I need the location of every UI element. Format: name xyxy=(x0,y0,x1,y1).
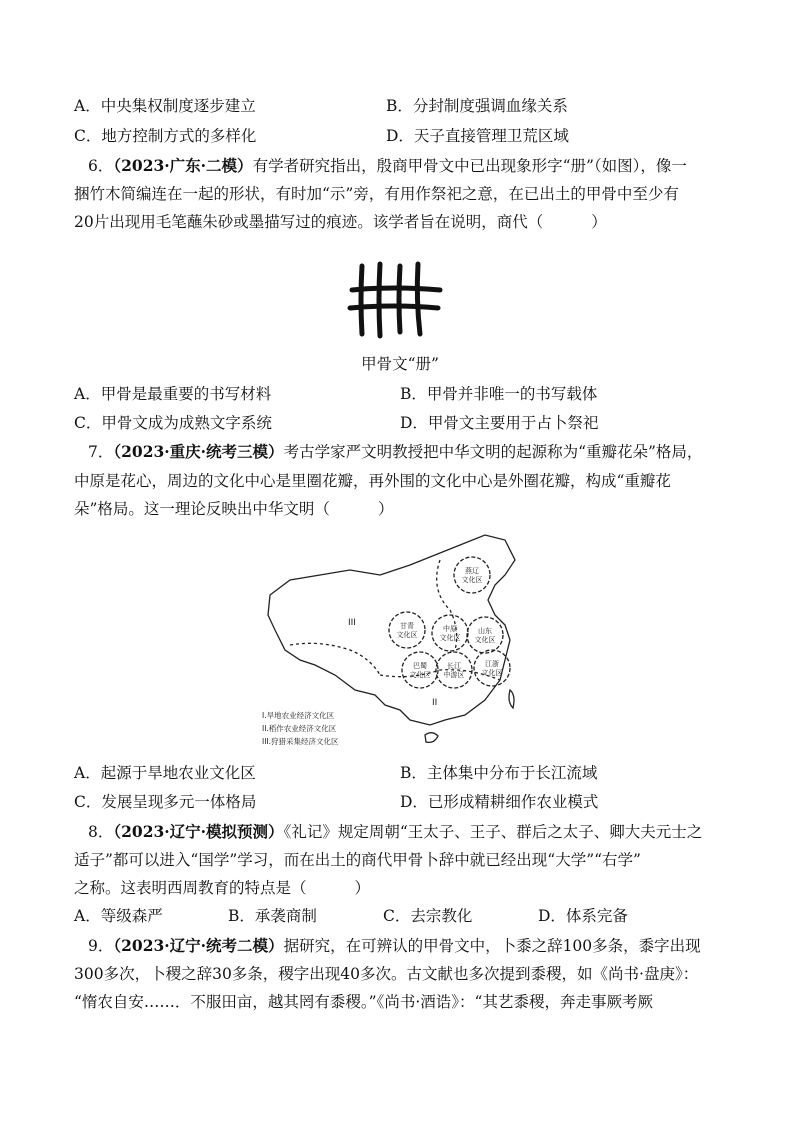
q6-option-c: C．甲骨文成为成熟文字系统 xyxy=(74,414,272,432)
q7-stem-3: 朵”格局。这一理论反映出中华文明（ xyxy=(74,500,330,518)
q7-stem-line-3 xyxy=(74,499,393,519)
q6-image-caption: 甲骨文“册” xyxy=(361,355,439,373)
q7-stem-line-1 xyxy=(88,442,702,462)
q9-number: 9． xyxy=(88,937,114,955)
q9-source: （2023·辽宁·统考二模） xyxy=(113,936,284,955)
q5-option-c: C．地方控制方式的多样化 xyxy=(74,127,257,145)
zhongyuan-culture-label: 中原文化区 xyxy=(439,625,461,642)
q6-stem-1: 有学者研究指出，殷商甲骨文中已出现象形字“册”（如图），像一 xyxy=(252,157,687,175)
q6-stem-3: 20片出现用毛笔蘸朱砂或墨描写过的痕迹。该学者旨在说明，商代（ xyxy=(74,213,544,231)
q8-stem-1: 《礼记》规定周朝“王太子、王子、群后之太子、卿大夫元士之 xyxy=(283,823,703,841)
taiwan-island xyxy=(509,690,514,708)
q6-stem-line-2: 捆竹木简编连在一起的形状，有时加“示”旁，有用作祭祀之意，在已出土的甲骨中至少有 xyxy=(74,185,679,203)
q6-option-a: A．甲骨是最重要的书写材料 xyxy=(74,385,272,403)
shandong-culture-label: 山东文化区 xyxy=(474,627,496,644)
q6-stem-line-1 xyxy=(88,156,687,176)
q6-source: （2023·广东·二模） xyxy=(113,156,253,175)
q6-option-b: B．甲骨并非唯一的书写载体 xyxy=(400,385,598,403)
hainan-island xyxy=(425,733,438,743)
q7-source: （2023·重庆·统考三模） xyxy=(113,442,284,461)
q5-option-d: D．天子直接管理卫荒区域 xyxy=(386,127,569,145)
region-iii-label: III xyxy=(348,618,356,628)
q8-stem-line-3 xyxy=(74,878,370,898)
region-ii-label: II xyxy=(432,698,438,708)
q5-option-a: A．中央集权制度逐步建立 xyxy=(74,97,256,115)
q7-number: 7． xyxy=(88,443,114,461)
oracle-bone-ce-image xyxy=(344,260,444,340)
map-legend-1: I.旱地农业经济文化区 xyxy=(262,711,335,720)
q7-option-d: D．已形成精耕细作农业模式 xyxy=(400,793,599,811)
q7-option-a: A．起源于旱地农业文化区 xyxy=(74,764,256,782)
q7-option-c: C．发展呈现多元一体格局 xyxy=(74,793,257,811)
q5-option-b: B．分封制度强调血缘关系 xyxy=(386,97,568,115)
q8-number: 8． xyxy=(88,823,114,841)
map-legend-2: II.稻作农业经济文化区 xyxy=(262,724,337,733)
jiangzhe-culture-label: 江浙文化区 xyxy=(481,660,503,677)
q8-stem-line-1 xyxy=(88,822,702,842)
q8-paren-close: ） xyxy=(354,879,371,897)
q9-stem-1: 据研究，在可辨认的甲骨文中，卜黍之辞100多条，黍字出现 xyxy=(283,937,701,955)
q6-number: 6． xyxy=(88,157,114,175)
q9-stem-line-3: “惰农自安……．不服田亩，越其罔有黍稷。”《尚书·酒诰》：“其艺黍稷，奔走事厥考厥 xyxy=(74,993,653,1011)
yanliao-culture-label: 燕辽文化区 xyxy=(461,567,483,584)
q7-stem-line-2: 中原是花心，周边的文化中心是里圈花瓣，再外围的文化中心是外圈花瓣，构成“重瓣花 xyxy=(74,472,671,490)
q9-stem-line-2: 300多次，卜稷之辞30多条，稷字出现40多次。古文献也多次提到黍稷，如《尚书·盘庚》： xyxy=(74,965,699,983)
q6-option-d: D．甲骨文主要用于占卜祭祀 xyxy=(400,414,599,432)
q6-paren-close: ） xyxy=(591,213,607,231)
q7-stem-1: 考古学家严文明教授把中华文明的起源称为“重瓣花朵”格局， xyxy=(283,443,703,461)
q6-stem-line-3 xyxy=(74,212,607,232)
q8-option-d: D．体系完备 xyxy=(538,907,628,925)
q7-option-b: B．主体集中分布于长江流域 xyxy=(400,764,598,782)
q8-option-b: B．承袭商制 xyxy=(228,907,317,925)
ganqing-culture-label: 甘青文化区 xyxy=(396,622,418,639)
q8-source: （2023·辽宁·模拟预测） xyxy=(113,822,284,841)
q8-option-c: C．去宗教化 xyxy=(383,907,473,925)
q8-stem-line-2: 适子”都可以进入“国学”学习，而在出土的商代甲骨卜辞中就已经出现“大学”“右学” xyxy=(74,851,641,869)
map-legend-3: III.狩猎采集经济文化区 xyxy=(262,737,339,746)
q9-stem-line-1 xyxy=(88,936,701,956)
q8-stem-3: 之称。这表明西周教育的特点是（ xyxy=(74,879,307,897)
q8-option-a: A．等级森严 xyxy=(74,907,163,925)
bashu-culture-label: 巴蜀文化区 xyxy=(409,662,431,679)
q7-paren-close: ） xyxy=(377,500,394,518)
yangtze-middle-culture-label: 长江中游区 xyxy=(443,662,465,679)
china-culture-map xyxy=(260,530,540,755)
